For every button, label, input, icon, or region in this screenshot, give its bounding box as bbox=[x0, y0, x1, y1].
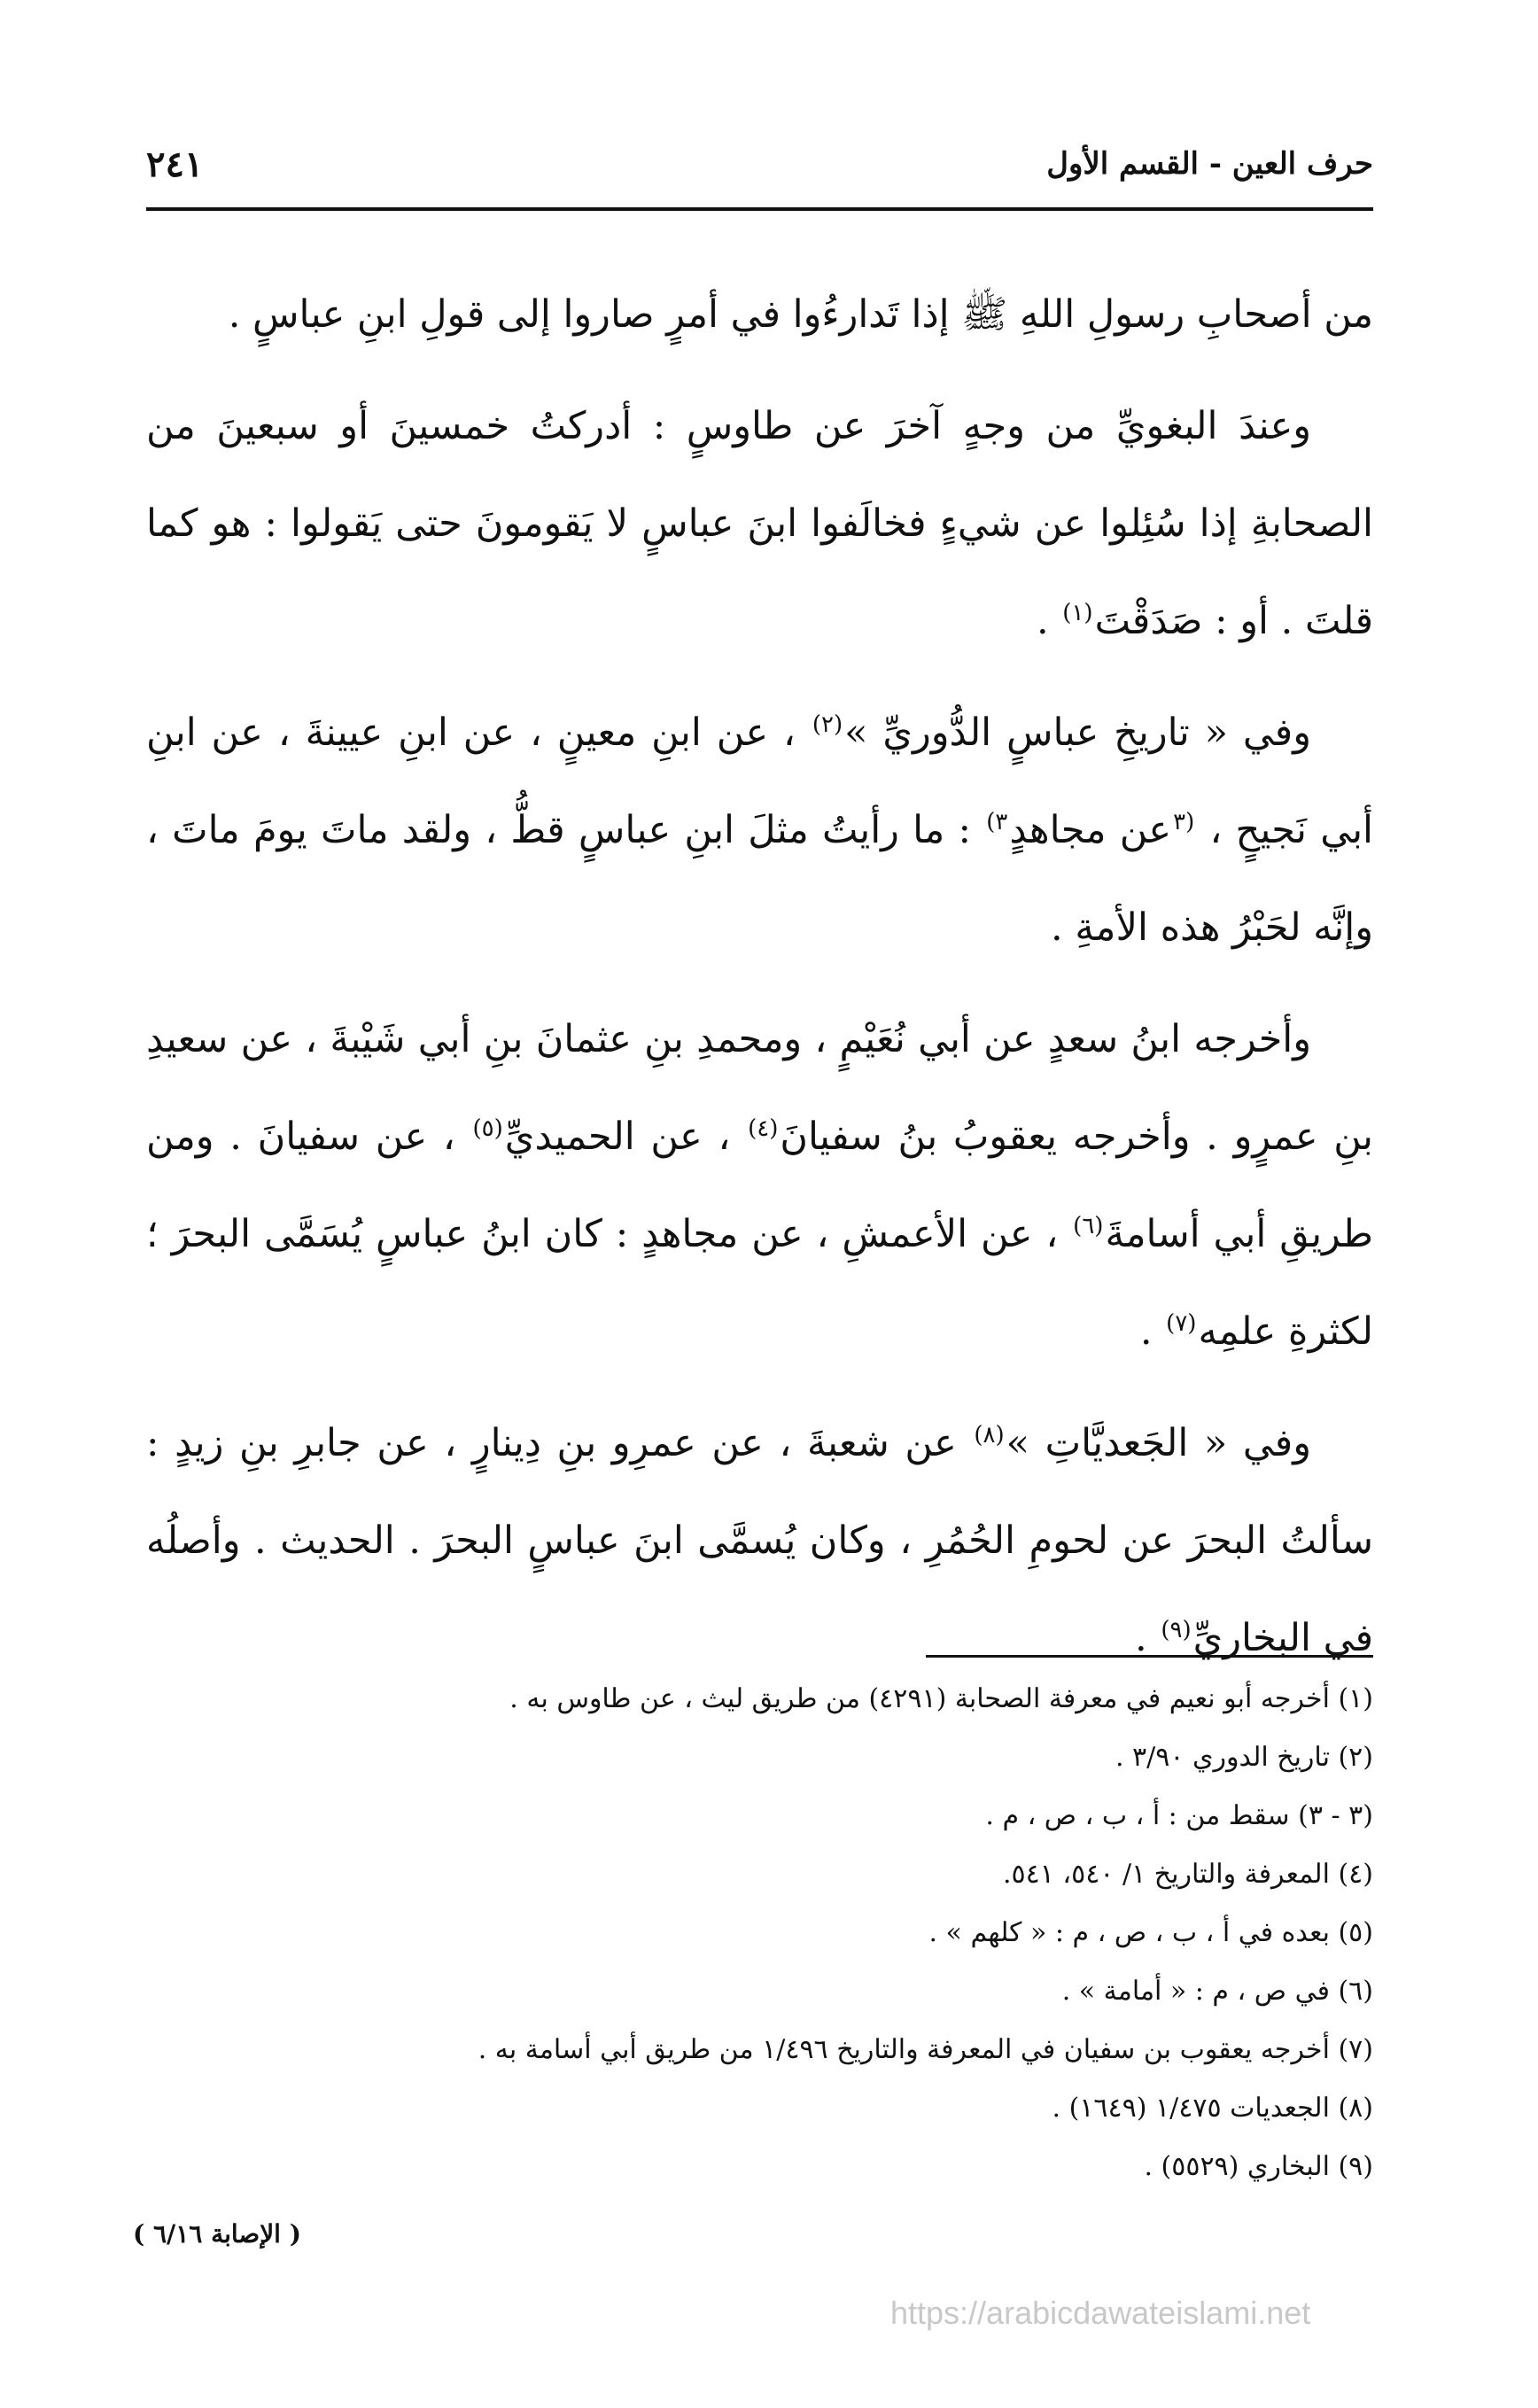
paragraph-text: ، عن سفيانَ . ومن طريقِ أبي أسامةَ bbox=[146, 1115, 1373, 1256]
paragraph-3 bbox=[146, 684, 1373, 976]
footnote-ref-4[interactable]: (٤) bbox=[748, 1115, 779, 1142]
main-text bbox=[146, 266, 1373, 1687]
paragraph-2 bbox=[146, 377, 1373, 670]
footnote-ref-1[interactable]: (١) bbox=[1062, 599, 1093, 626]
footnote-ref-2[interactable]: (٢) bbox=[812, 711, 843, 738]
footnote-9: (٩) البخاري (٥٥٢٩) . bbox=[1144, 2151, 1373, 2182]
paragraph-text: وفي « تاريخِ عباسٍ الدُّوريِّ » bbox=[844, 711, 1311, 755]
paragraph-5 bbox=[146, 1394, 1373, 1687]
paragraph-text: وعندَ البغويِّ من وجهٍ آخرَ عن طاوسٍ : أدركتُ خمسينَ أو سبعينَ من الصحابةِ إذا سُئِلوا عن شيءٍ فخالَفوا ابنَ عباسٍ لا يَقومونَ حتى يَقولوا : هو كما قلتَ . أو : صَدَقْتَ bbox=[146, 404, 1373, 643]
footnote-7: (٧) أخرجه يعقوب بن سفيان في المعرفة والتاريخ ١/٤٩٦ من طريق أبي أسامة به . bbox=[478, 2034, 1373, 2065]
footnote-ref-8[interactable]: (٨) bbox=[974, 1421, 1005, 1449]
paragraph-1 bbox=[146, 266, 1373, 363]
footnote-ref-3-close[interactable]: ٣) bbox=[986, 808, 1008, 835]
paragraph-text: من أصحابِ رسولِ اللهِ ﷺ إذا تَدارءُوا في أمرٍ صاروا إلى قولِ ابنِ عباسٍ . bbox=[228, 292, 1373, 337]
watermark-url: https://arabicdawateislami.net bbox=[890, 2295, 1311, 2331]
page-header bbox=[146, 133, 1373, 195]
footnote-4: (٤) المعرفة والتاريخ ١/ ٥٤٠، ٥٤١. bbox=[1002, 1859, 1373, 1890]
paragraph-text: : ما رأيتُ مثلَ ابنِ عباسٍ قطُّ ، ولقد ماتَ يومَ ماتَ ، وإنَّه لحَبْرُ هذه الأمةِ . bbox=[146, 808, 1373, 950]
footnote-1: (١) أخرجه أبو نعيم في معرفة الصحابة (٤٢٩١) من طريق ليث ، عن طاوس به . bbox=[509, 1683, 1373, 1714]
footnote-3: (٣ - ٣) سقط من : أ ، ب ، ص ، م . bbox=[985, 1800, 1373, 1831]
paragraph-text: وفي « الجَعديَّاتِ » bbox=[1006, 1421, 1311, 1465]
footnote-ref-3-open[interactable]: (٣ bbox=[1173, 808, 1195, 835]
paragraph-text: ، عن الأعمشِ ، عن مجاهدٍ : كان ابنُ عباسٍ يُسَمَّى البحرَ ؛ لكثرةِ علمِه bbox=[146, 1212, 1373, 1354]
footnote-ref-6[interactable]: (٦) bbox=[1073, 1212, 1104, 1239]
footnote-ref-9[interactable]: (٩) bbox=[1161, 1616, 1192, 1643]
footnotes bbox=[146, 1670, 1373, 2196]
paragraph-text: عن مجاهدٍ bbox=[1009, 808, 1172, 852]
footnote-5: (٥) بعده في أ ، ب ، ص ، م : « كلهم » . bbox=[928, 1917, 1373, 1948]
footnote-ref-7[interactable]: (٧) bbox=[1166, 1309, 1197, 1337]
running-title: حرف العين - القسم الأول bbox=[1046, 146, 1373, 182]
paragraph-text: عن شعبةَ ، عن عمرِو بنِ دِينارٍ ، عن جابرِ بنِ زيدٍ : سألتُ البحرَ عن لحومِ الحُمُرِ ، وكان يُسمَّى ابنَ عباسٍ البحرَ . الحديث . وأصلُه في البخاريِّ bbox=[146, 1421, 1373, 1660]
paragraph-text: ، عن ابنِ معينٍ ، عن ابنِ عيينةَ ، عن ابنِ أبي نَجيحٍ ، bbox=[146, 711, 1373, 852]
paragraph-text: . bbox=[1135, 1616, 1160, 1660]
footnote-2: (٢) تاريخ الدوري ٣/٩٠ . bbox=[1115, 1742, 1373, 1773]
header-rule bbox=[146, 207, 1373, 211]
paragraph-4 bbox=[146, 990, 1373, 1380]
paragraph-text: وأخرجه ابنُ سعدٍ عن أبي نُعَيْمٍ ، ومحمدِ بنِ عثمانَ بنِ أبي شَيْبةَ ، عن سعيدِ بنِ عمرٍو . وأخرجه يعقوبُ بنُ سفيانَ bbox=[146, 1017, 1373, 1159]
paragraph-text: . bbox=[1139, 1309, 1165, 1354]
paragraph-text: ، عن الحميديِّ bbox=[504, 1115, 747, 1159]
paragraph-text: . bbox=[1036, 599, 1061, 643]
page-number: ٢٤١ bbox=[146, 143, 204, 185]
footnote-8: (٨) الجعديات ١/٤٧٥ (١٦٤٩) . bbox=[1052, 2093, 1373, 2124]
footnote-6: (٦) في ص ، م : « أمامة » . bbox=[1061, 1976, 1373, 2007]
footnote-ref-5[interactable]: (٥) bbox=[472, 1115, 503, 1142]
footnote-separator bbox=[926, 1655, 1373, 1658]
volume-reference: ( الإصابة ٦/١٦ ) bbox=[133, 2219, 301, 2249]
